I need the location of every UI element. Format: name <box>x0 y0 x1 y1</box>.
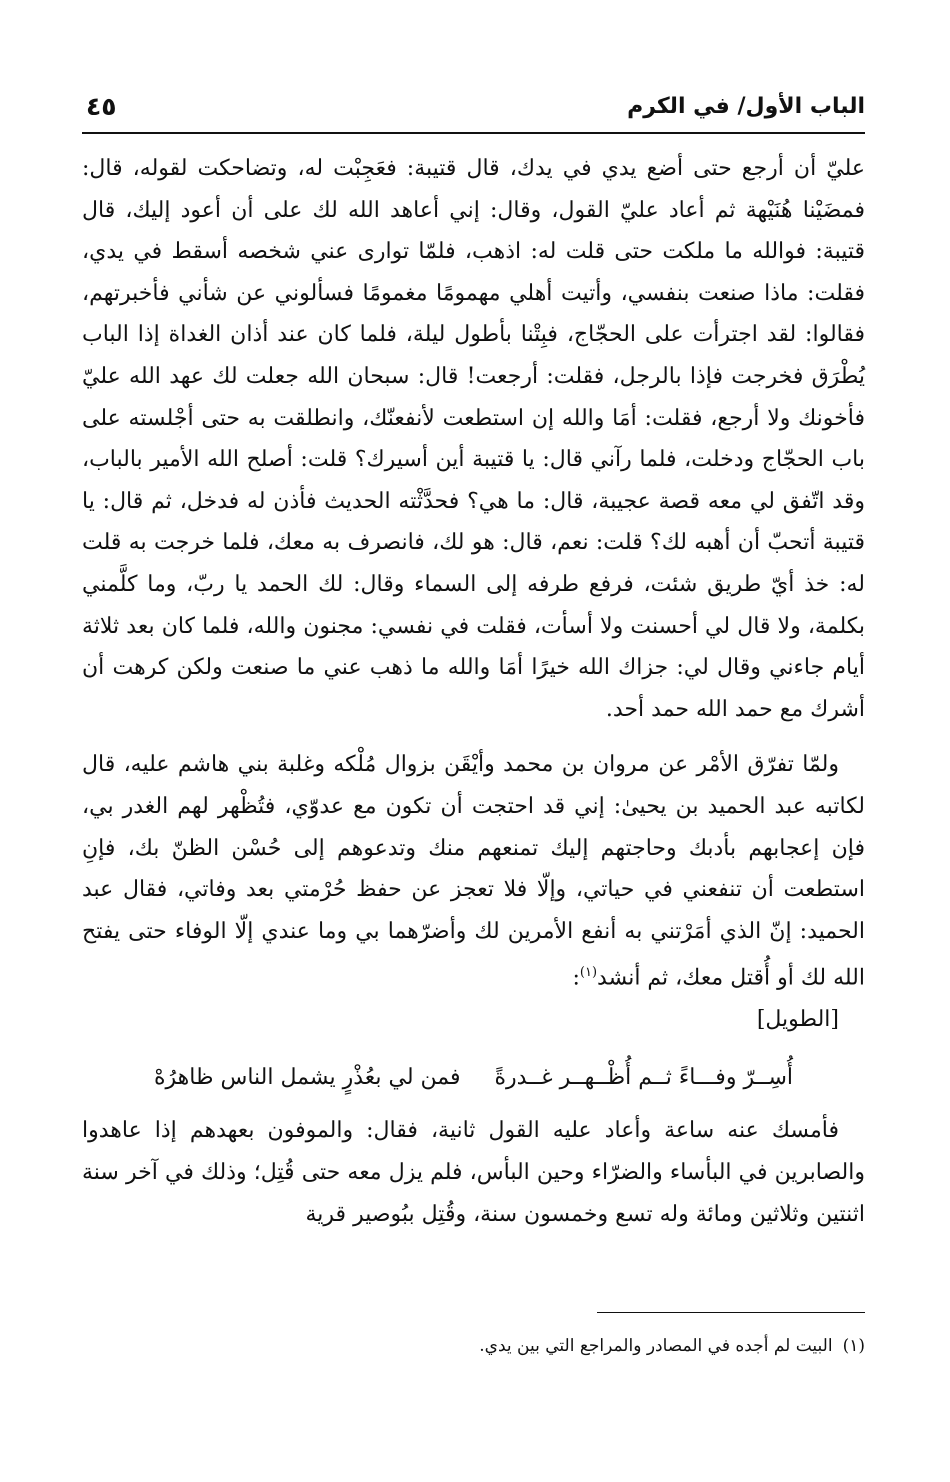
paragraph-1: عليّ أن أرجع حتى أضع يدي في يدك، قال قتيبة: فعَجِبْت له، وتضاحكت لقوله، قال: فمضَيْنا هُنَيْهة ثم أعاد عليّ القول، وقال: إني أعاهد الله لك على أن أعود إليك، قال قتيبة: فوالله ما ملكت حتى قلت له: اذهب، فلمّا توارى عني شخصه أسقط في يدي، فقلت: ماذا صنعت بنفسي، وأتيت أهلي مهمومًا مغمومًا فسألوني عن شأني فأخبرتهم، فقالوا: لقد اجترأت على الحجّاج، فبِتْنا بأطول ليلة، فلما كان عند أذان الغداة إذا الباب يُطْرَق فخرجت فإذا بالرجل، فقلت: أرجعت! قال: سبحان الله جعلت لك عهد الله عليّ فأخونك ولا أرجع، فقلت: أمَا والله إن استطعت لأنفعنّك، وانطلقت به حتى أجْلسته على باب الحجّاج ودخلت، فلما رآني قال: يا قتيبة أين أسيرك؟ قلت: أصلح الله الأمير بالباب، وقد اتّفق لي معه قصة عجيبة، قال: ما هي؟ فحدَّثْته الحديث فأذن له فدخل، ثم قال: يا قتيبة أتحبّ أن أهبه لك؟ قلت: نعم، قال: هو لك، فانصرف به معك، فلما خرجت به قلت له: خذ أيّ طريق شئت، فرفع طرفه إلى السماء وقال: لك الحمد يا ربّ، وما كلَّمني بكلمة، ولا قال لي أحسنت ولا أسأت، فقلت في نفسي: مجنون والله، فلما كان بعد ثلاثة أيام جاءني وقال لي: جزاك الله خيرًا أمَا والله ما ذهب عني ما صنعت ولكن كرهت أن أشرك مع حمد الله حمد أحد. <box>82 156 865 722</box>
paragraph-2-colon: : <box>572 965 580 991</box>
footnote-marker: (١) <box>842 1336 865 1356</box>
footnote-text: البيت لم أجده في المصادر والمراجع التي بين يدي. <box>479 1336 833 1356</box>
verse-first-hemistich: أُسِــرّ وفـــاءً ثــم أُظْــهــر غــدرةً <box>494 1064 794 1090</box>
poetic-meter-label: [الطويل] <box>756 1007 839 1033</box>
paragraph-2 <box>82 744 865 1040</box>
footnote-separator <box>597 1312 865 1313</box>
page-number: ٤٥ <box>86 92 117 121</box>
verse-second-hemistich: فمن لي بعُذْرٍ يشمل الناس ظاهرُهْ <box>153 1064 461 1090</box>
paragraph-3: فأمسك عنه ساعة وأعاد عليه القول ثانية، فقال: والموفون بعهدهم إذا عاهدوا والصابرين في البأساء والضرّاء وحين البأس، فلم يزل معه حتى قُتِل؛ وذلك في آخر سنة اثنتين وثلاثين ومائة وله تسع وخمسون سنة، وقُتِل ببُوصير قرية <box>82 1118 865 1227</box>
page-body <box>82 148 865 1235</box>
verse-line <box>82 1057 865 1099</box>
running-title: الباب الأول/ في الكرم <box>627 94 865 119</box>
footnote-reference: (١) <box>579 965 598 981</box>
footnote <box>82 1332 865 1360</box>
paragraph-2-text: ولمّا تفرّق الأمْر عن مروان بن محمد وأيْقَن بزوال مُلْكه وغلبة بني هاشم عليه، قال لكاتبه عبد الحميد بن يحيىٰ: إني قد احتجت أن تكون مع عدوّي، فتُظْهر لهم الغدر بي، فإن إعجابهم بأدبك وحاجتهم إليك تمنعهم منك وتدعوهم إلى حُسْن الظنّ بك، فإنِ استطعت أن تنفعني في حياتي، وإلّا فلا تعجز عن حفظ حُرْمتي بعد وفاتي، فقال عبد الحميد: إنّ الذي أمَرْتني به أنفع الأمرين لك وأضرّهما بي وما عندي إلّا الوفاء حتى يفتح الله لك أو أُقتل معك، ثم أنشد <box>82 752 865 991</box>
page-header <box>82 94 865 134</box>
